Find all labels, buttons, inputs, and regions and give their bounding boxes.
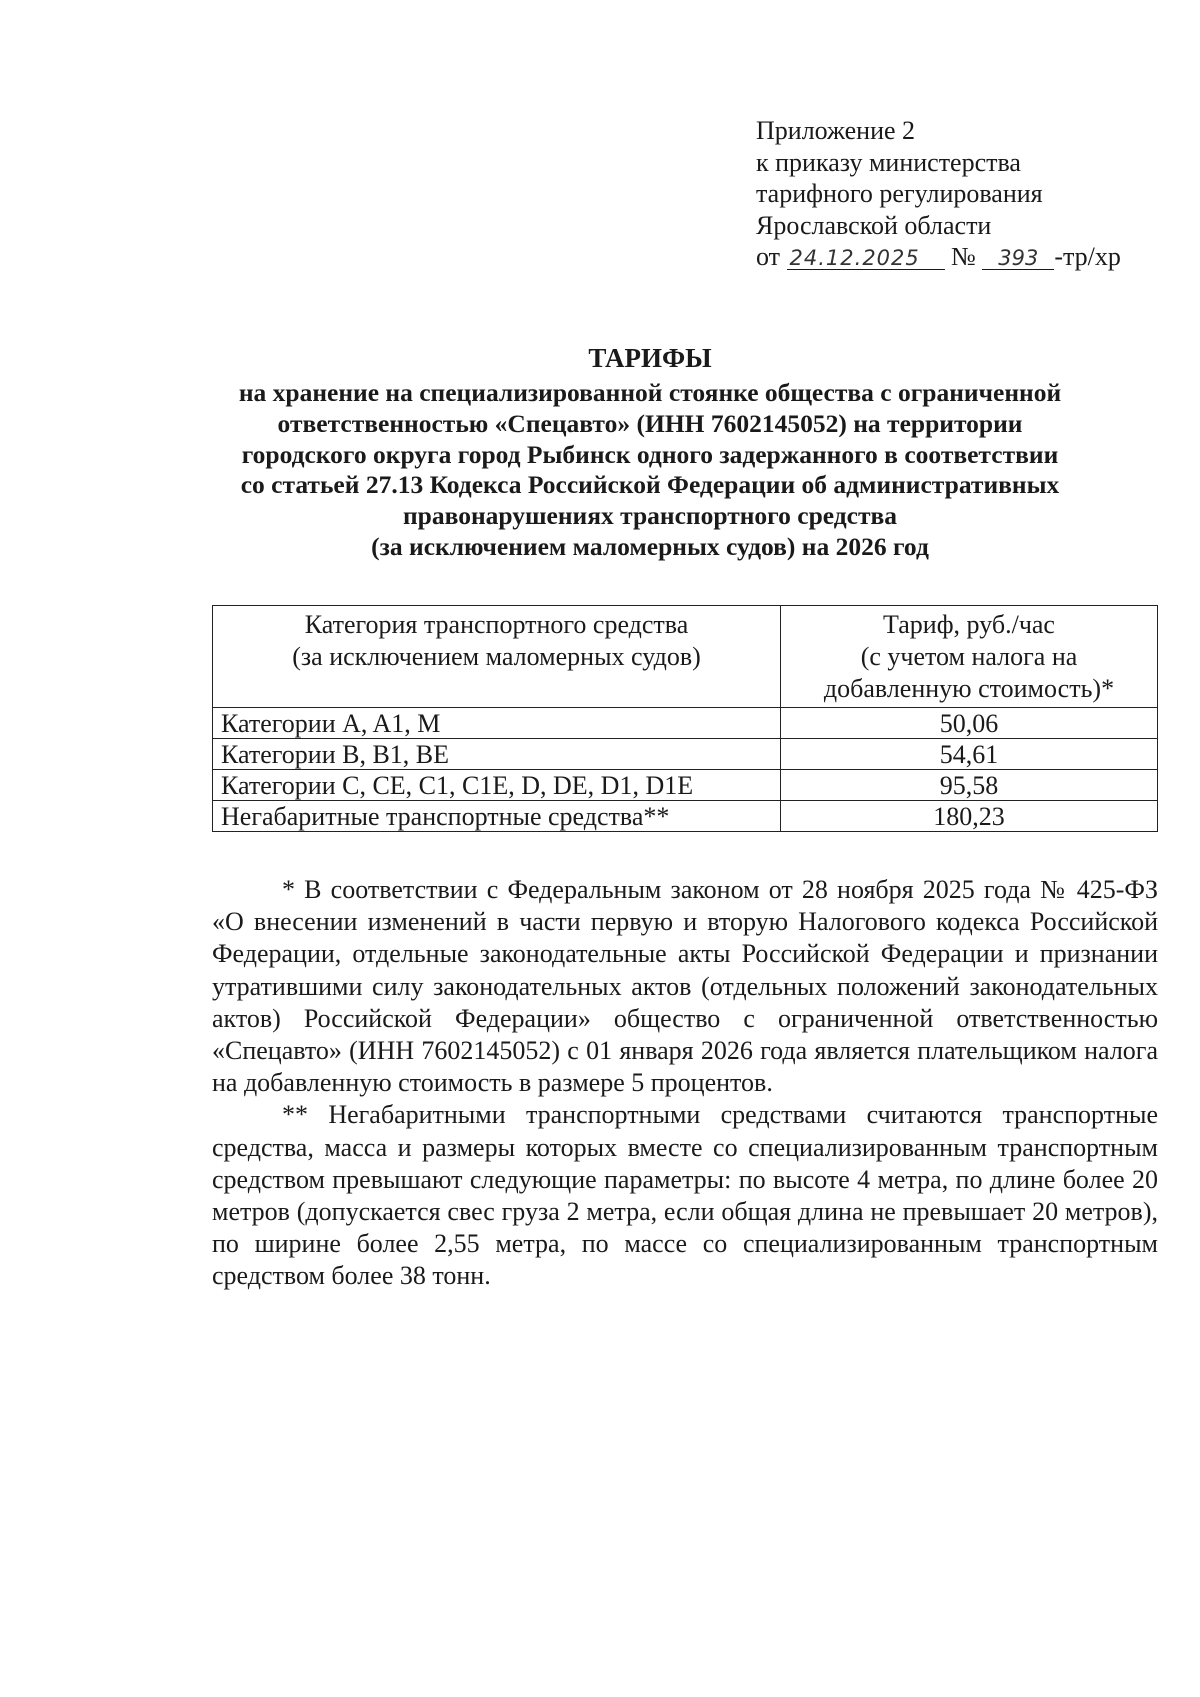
cell-category: Категории A, A1, M bbox=[213, 708, 781, 739]
subtitle-line: со статьей 27.13 Кодекса Российской Федерации об административных bbox=[240, 470, 1060, 500]
handwritten-date: 24.12.2025 bbox=[787, 247, 945, 270]
cell-tariff: 180,23 bbox=[781, 801, 1158, 832]
number-label: № bbox=[951, 242, 976, 271]
cell-tariff: 54,61 bbox=[781, 739, 1158, 770]
subtitle-line: (за исключением маломерных судов) на 2026 год bbox=[371, 531, 929, 561]
subtitle-line: на хранение на специализированной стоянке общества с ограниченной bbox=[238, 378, 1062, 407]
appendix-line-order: к приказу министерства bbox=[756, 147, 1021, 177]
cell-category: Негабаритные транспортные средства** bbox=[213, 801, 781, 832]
appendix-title: Приложение 2 bbox=[756, 116, 916, 145]
title-heading: ТАРИФЫ bbox=[588, 343, 712, 373]
appendix-line-ministry: тарифного регулирования bbox=[756, 179, 1043, 208]
cell-tariff: 95,58 bbox=[781, 770, 1158, 801]
appendix-block bbox=[756, 115, 1156, 273]
order-suffix: -тр/хр bbox=[1054, 242, 1121, 271]
table-row bbox=[213, 708, 1158, 739]
subtitle-line: правонарушениях транспортного средства bbox=[402, 501, 897, 531]
appendix-date-line bbox=[756, 241, 1156, 273]
handwritten-number: 393 bbox=[982, 247, 1054, 270]
cell-category: Категории B, B1, BE bbox=[213, 739, 781, 770]
tariff-table bbox=[212, 605, 1158, 832]
header-category: Категория транспортного средства (за исключением маломерных судов) bbox=[213, 606, 781, 708]
subtitle-line: ответственностью «Спецавто» (ИНН 7602145052) на территории bbox=[277, 408, 1023, 438]
subtitle-line: городского округа город Рыбинск одного задержанного в соответствии bbox=[241, 439, 1059, 469]
document-title bbox=[150, 340, 1150, 563]
cell-tariff: 50,06 bbox=[781, 708, 1158, 739]
cell-category: Категории C, CE, C1, C1E, D, DE, D1, D1E bbox=[213, 770, 781, 801]
footnotes bbox=[212, 874, 1158, 1293]
appendix-line-region: Ярославской области bbox=[756, 210, 992, 240]
footnote-vat: * В соответствии с Федеральным законом от 28 ноября 2025 года № 425-ФЗ «О внесении изменений в части первую и вторую Налогового кодекса Российской Федерации, отдельные законодательные акты Российской Федерации и признании утратившими силу законодательных актов (отдельных положений законодательных актов) Российской Федерации» общество с ограниченной ответственностью «Спецавто» (ИНН 7602145052) с 01 января 2026 года является плательщиком налога на добавленную стоимость в размере 5 процентов. bbox=[212, 875, 1158, 1098]
header-tariff: Тариф, руб./час (с учетом налога на добавленную стоимость)* bbox=[781, 606, 1158, 708]
table-row bbox=[213, 801, 1158, 832]
footnote-oversized: ** Негабаритными транспортными средствами считаются транспортные средства, масса и размеры которых вместе со специализированным транспортным средством превышают следующие параметры: по высоте 4 метра, по длине более 20 метров (допускается свес груза 2 метра, если общая длина не превышает 20 метров), по ширине более 2,55 метра, по массе со специализированным транспортным средством более 38 тонн. bbox=[212, 1100, 1158, 1291]
table-row bbox=[213, 739, 1158, 770]
from-label: от bbox=[756, 242, 781, 271]
table-header-row bbox=[213, 606, 1158, 708]
table-row bbox=[213, 770, 1158, 801]
